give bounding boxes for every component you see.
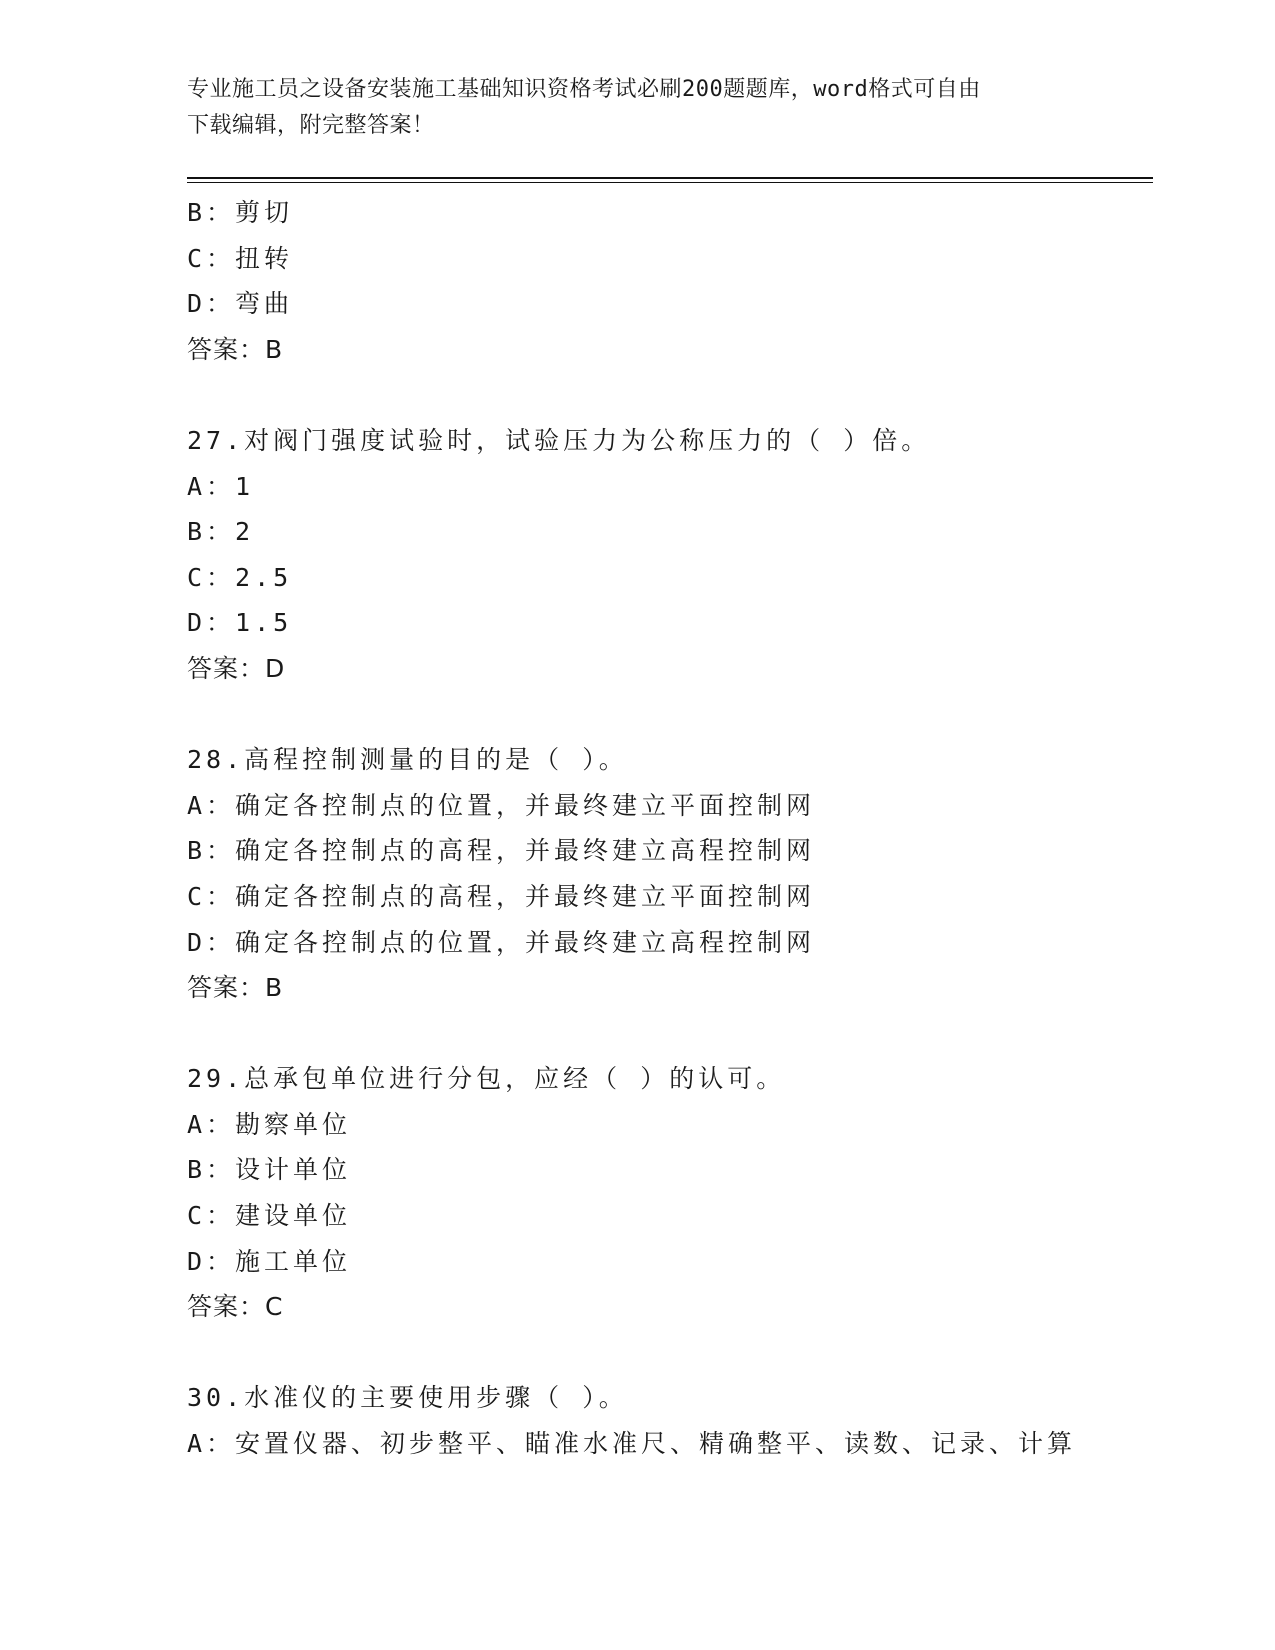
answer-line: 答案：B [187, 973, 284, 1003]
question-text: 28.高程控制测量的目的是（ ）。 [187, 745, 628, 775]
option-a: A：勘察单位 [187, 1109, 352, 1139]
header-title-line-2: 下载编辑，附完整答案！ [187, 113, 435, 138]
spacer [187, 372, 1147, 418]
header-title-line-1: 专业施工员之设备安装施工基础知识资格考试必刷200题题库，word格式可自由 [187, 77, 981, 102]
header-divider-thick [187, 177, 1153, 179]
option-c: C：建设单位 [187, 1201, 352, 1231]
question-block-27 [187, 418, 1147, 692]
option-a: A：1 [187, 471, 255, 501]
question-text: 29.总承包单位进行分包，应经（ ）的认可。 [187, 1064, 786, 1094]
question-block-26 [187, 190, 1147, 372]
option-a: A：确定各控制点的位置，并最终建立平面控制网 [187, 790, 816, 820]
spacer [187, 692, 1147, 738]
spacer [187, 1330, 1147, 1376]
option-d: D：确定各控制点的位置，并最终建立高程控制网 [187, 927, 816, 957]
option-d: D：施工单位 [187, 1246, 352, 1276]
document-header [187, 72, 1067, 144]
option-b: B：2 [187, 517, 255, 547]
option-a: A：安置仪器、初步整平、瞄准水准尺、精确整平、读数、记录、计算 [187, 1429, 1077, 1459]
option-d: D：弯曲 [187, 289, 294, 319]
option-d: D：1.5 [187, 608, 293, 638]
question-block-30 [187, 1375, 1147, 1466]
spacer [187, 1011, 1147, 1057]
option-b: B：剪切 [187, 198, 294, 227]
question-block-28 [187, 737, 1147, 1011]
header-divider-thin [187, 182, 1153, 183]
answer-line: 答案：C [187, 1292, 284, 1322]
question-list [187, 190, 1147, 1467]
question-text: 30.水准仪的主要使用步骤（ ）。 [187, 1383, 628, 1413]
question-text: 27.对阀门强度试验时，试验压力为公称压力的（ ）倍。 [187, 425, 931, 455]
answer-line: 答案：B [187, 334, 284, 364]
option-c: C：确定各控制点的高程，并最终建立平面控制网 [187, 881, 816, 911]
option-c: C：扭转 [187, 243, 294, 273]
option-c: C：2.5 [187, 562, 293, 592]
option-b: B：确定各控制点的高程，并最终建立高程控制网 [187, 836, 816, 866]
option-b: B：设计单位 [187, 1155, 352, 1185]
answer-line: 答案：D [187, 653, 286, 683]
question-block-29 [187, 1056, 1147, 1330]
